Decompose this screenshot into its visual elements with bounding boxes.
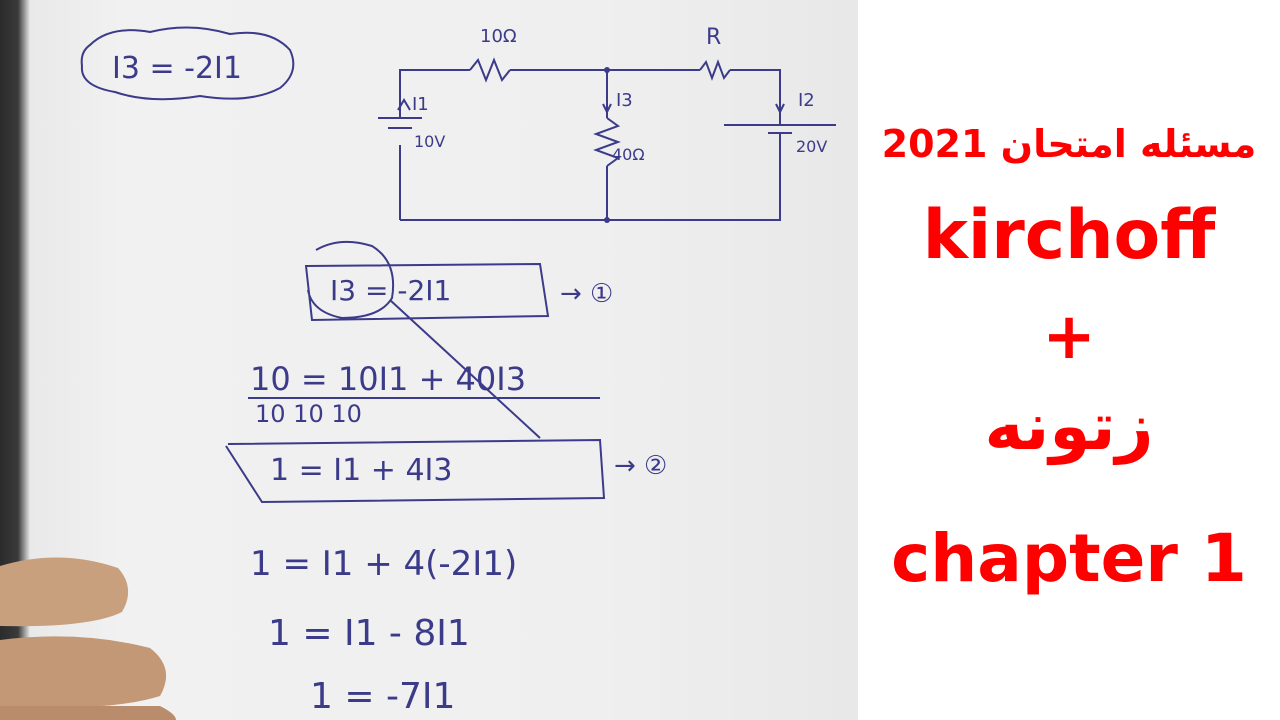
label-40-ohm: 40Ω xyxy=(612,145,645,164)
title-kirchoff: kirchoff xyxy=(922,196,1216,275)
label-i1: I1 xyxy=(412,94,429,115)
fraction-denominator: 10 10 10 xyxy=(255,400,362,428)
equation-1-marker: → ① xyxy=(560,279,614,309)
label-10v: 10V xyxy=(414,132,446,151)
title-panel xyxy=(858,0,1280,720)
equation-1: I3 = -2I1 xyxy=(330,274,452,307)
label-i3: I3 xyxy=(616,90,633,111)
title-arabic-exam: مسئله امتحان 2021 xyxy=(881,122,1257,166)
equation-2-marker: → ② xyxy=(614,451,668,481)
title-arabic-zatona: زتونه xyxy=(984,388,1154,465)
title-chapter: chapter 1 xyxy=(891,520,1247,597)
label-i2: I2 xyxy=(798,90,815,111)
boxed-equation: I3 = -2I1 xyxy=(112,51,242,86)
label-10-ohm: 10Ω xyxy=(480,26,517,47)
equation-2: 1 = I1 + 4I3 xyxy=(270,453,453,488)
hand xyxy=(0,557,176,720)
circuit-diagram xyxy=(378,60,836,220)
step-1: 1 = I1 + 4(-2I1) xyxy=(250,544,518,584)
step-2: 1 = I1 - 8I1 xyxy=(268,613,470,654)
step-3: 1 = -7I1 xyxy=(310,676,456,717)
resistor-r xyxy=(700,62,730,78)
resistor-10-ohm xyxy=(470,60,510,80)
label-20v: 20V xyxy=(796,137,828,156)
label-r: R xyxy=(706,25,722,50)
title-plus: + xyxy=(1042,300,1096,374)
fraction-numerator: 10 = 10I1 + 40I3 xyxy=(250,360,527,398)
